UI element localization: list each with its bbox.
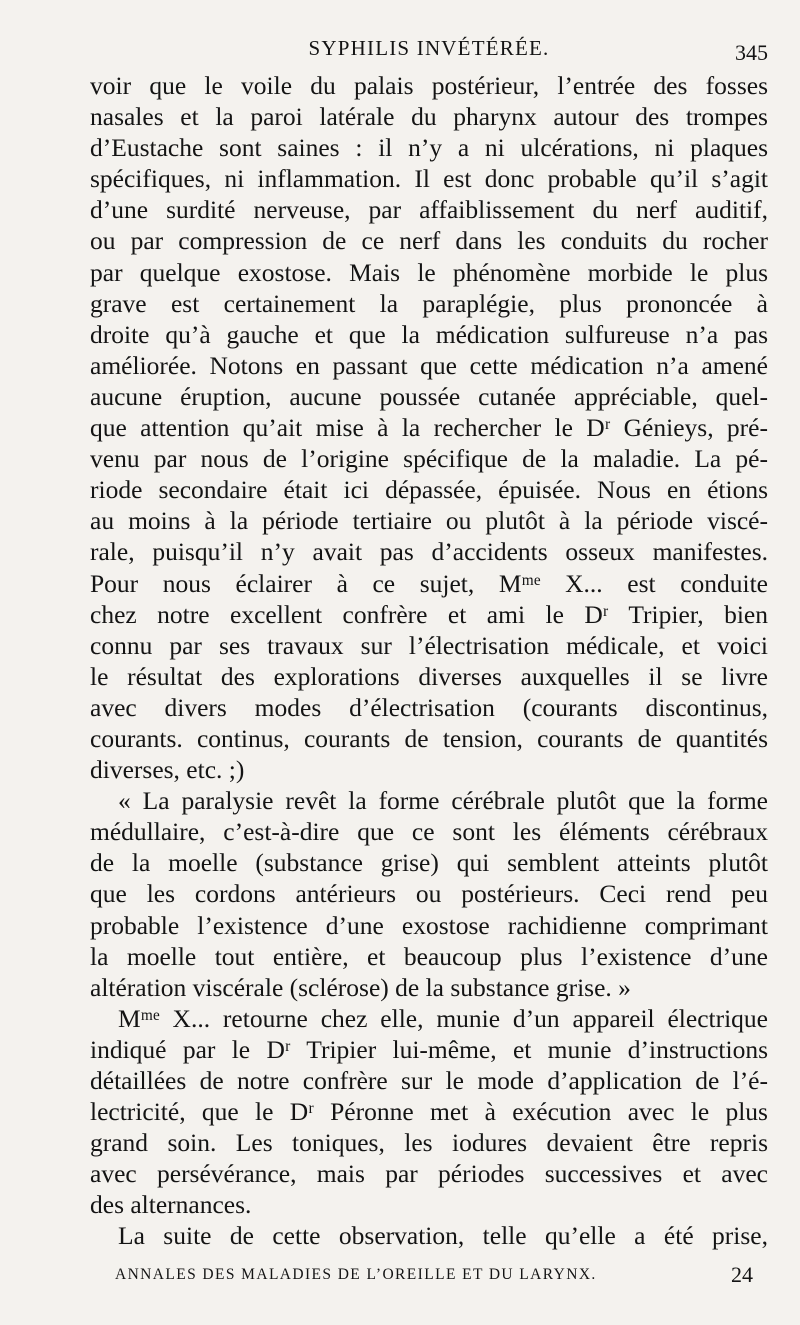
text-line: au moins à la période tertiaire ou plutôt à la période viscé- [90, 506, 768, 536]
running-title: SYPHILIS INVÉTÉRÉE. [308, 36, 550, 60]
text-line: droite qu’à gauche et que la médication sulfureuse n’a pas [90, 319, 768, 349]
text-line: par quelque exostose. Mais le phénomène morbide le plus [90, 257, 768, 287]
text-line: nasales et la paroi latérale du pharynx autour des trompes [90, 102, 768, 132]
quotation-line: « La paralysie revêt la forme cérébrale plutôt que la forme [118, 786, 768, 816]
quotation-line: que les cordons antérieurs ou postérieurs. Ceci rend peu [90, 879, 768, 909]
text-line: améliorée. Notons en passant que cette médication n’a amené [90, 350, 768, 380]
page-number: 345 [735, 40, 768, 65]
text-line: lectricité, que le Dʳ Péronne met à exécution avec le plus [90, 1097, 768, 1127]
text-line: avec divers modes d’électrisation (courants discontinus, [90, 692, 768, 722]
text-line: rale, puisqu’il n’y avait pas d’accidents osseux manifestes. [90, 537, 768, 567]
text-line: diverses, etc. ;) [90, 755, 245, 785]
quotation-line: altération viscérale (sclérose) de la substance grise. » [90, 972, 631, 1002]
text-line: spécifiques, ni inflammation. Il est donc probable qu’il s’agit [90, 164, 768, 194]
text-line: avec persévérance, mais par périodes successives et avec [90, 1159, 768, 1189]
text-line: d’une surdité nerveuse, par affaiblissement du nerf auditif, [90, 195, 768, 225]
text-line: aucune éruption, aucune poussée cutanée appréciable, quel- [90, 381, 768, 411]
running-head [90, 36, 768, 66]
text-line: La suite de cette observation, telle qu’elle a été prise, [118, 1221, 768, 1251]
text-line: ou par compression de ce nerf dans les conduits du rocher [90, 226, 768, 256]
body-text [90, 70, 768, 1252]
quotation-line: de la moelle (substance grise) qui semblent atteints plutôt [90, 848, 768, 878]
text-line: courants. continus, courants de tension, courants de quantités [90, 723, 768, 753]
text-line: que attention qu’ait mise à la rechercher le Dʳ Génieys, pré- [90, 413, 768, 443]
text-line: chez notre excellent confrère et ami le Dʳ Tripier, bien [90, 599, 768, 629]
text-line: grave est certainement la paraplégie, plus prononcée à [90, 288, 768, 318]
text-line: venu par nous de l’origine spécifique de la maladie. La pé- [90, 444, 768, 474]
text-line: voir que le voile du palais postérieur, l’entrée des fosses [90, 71, 768, 100]
text-line: d’Eustache sont saines : il n’y a ni ulcérations, ni plaques [90, 133, 768, 163]
text-line: connu par ses travaux sur l’électrisation médicale, et voici [90, 630, 768, 660]
text-line: Pour nous éclairer à ce sujet, Mᵐᵉ X... est conduite [90, 568, 768, 598]
journal-title: ANNALES DES MALADIES DE L’OREILLE ET DU LARYNX. [115, 1266, 597, 1283]
page-footer [115, 1262, 768, 1292]
quotation-line: probable l’existence d’une exostose rachidienne comprimant [90, 910, 768, 940]
signature-mark: 24 [731, 1262, 753, 1287]
text-line: grand soin. Les toniques, les iodures devaient être repris [90, 1128, 768, 1158]
text-line: des alternances. [90, 1190, 252, 1220]
text-line: détaillées de notre confrère sur le mode d’application de l’é- [90, 1066, 768, 1095]
text-line: indiqué par le Dʳ Tripier lui-même, et munie d’instructions [90, 1034, 768, 1064]
text-line: Mᵐᵉ X... retourne chez elle, munie d’un appareil électrique [118, 1003, 768, 1033]
text-line: riode secondaire était ici dépassée, épuisée. Nous en étions [90, 475, 768, 505]
quotation-line: la moelle tout entière, et beaucoup plus l’existence d’une [90, 941, 768, 971]
text-line: le résultat des explorations diverses auxquelles il se livre [90, 661, 768, 691]
quotation-line: médullaire, c’est-à-dire que ce sont les éléments cérébraux [90, 817, 768, 847]
